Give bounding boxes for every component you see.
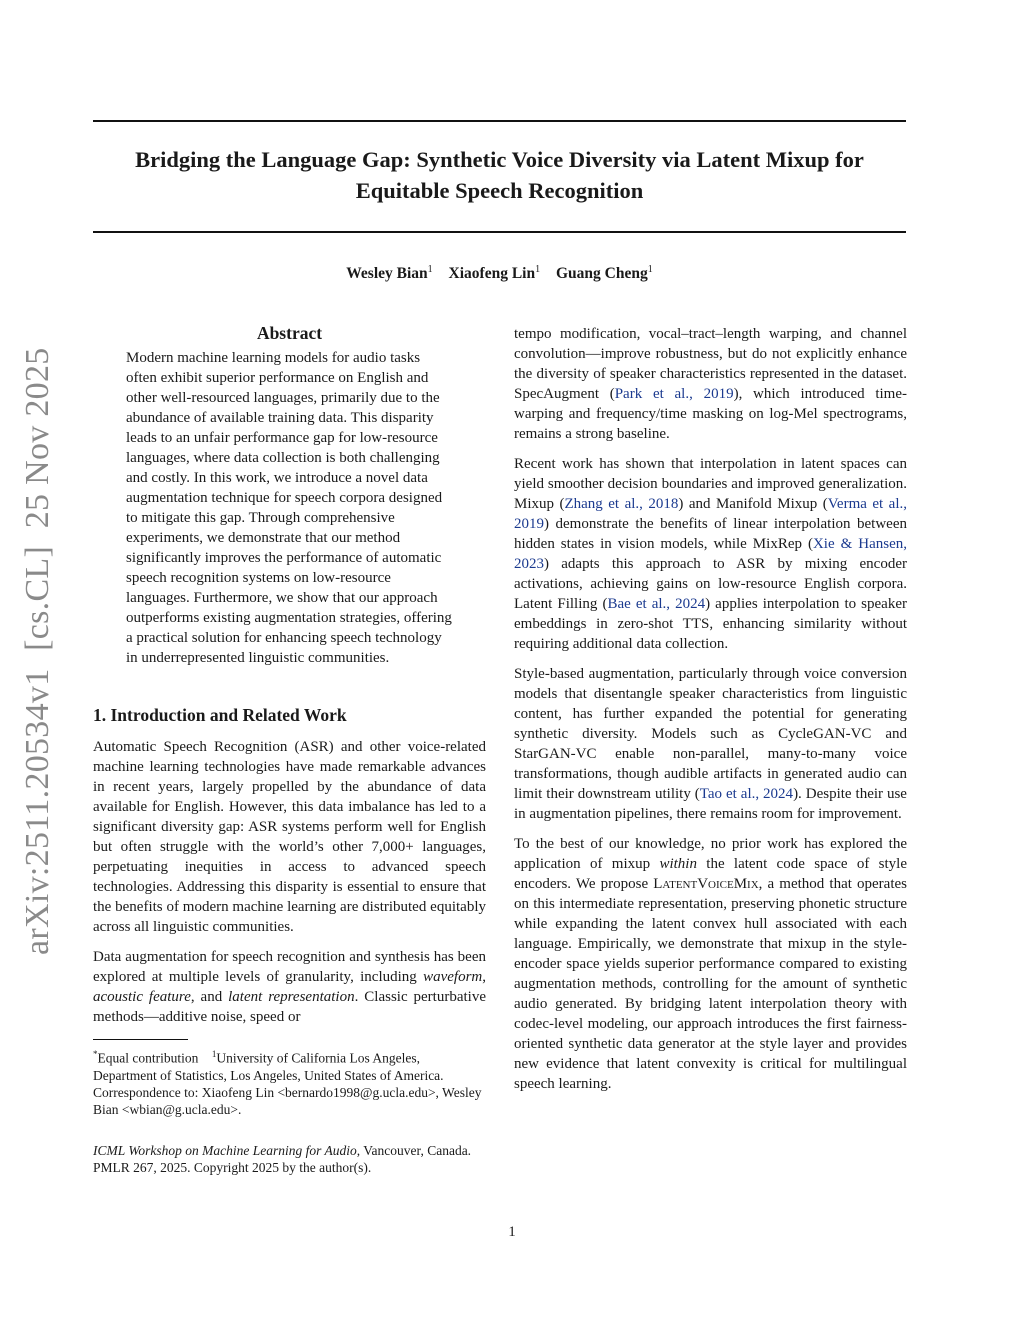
- right-paragraph-4: [514, 834, 907, 1094]
- author-3: [556, 265, 653, 282]
- text-run: Data augmentation for speech recognition and synthesis has been explored at multiple levels of granularity, including: [93, 949, 486, 985]
- citation-link[interactable]: Zhang et al., 2018: [564, 496, 679, 512]
- author-name: Wesley Bian: [346, 265, 428, 283]
- italic-term: within: [659, 856, 697, 872]
- title-rule-top: [93, 120, 906, 122]
- right-paragraph-2: [514, 454, 907, 654]
- intro-paragraph-2: [93, 947, 486, 1027]
- abstract-heading: Abstract: [256, 323, 323, 343]
- venue-name: ICML Workshop on Machine Learning for Audio: [93, 1142, 357, 1158]
- method-name: LatentVoiceMix: [653, 876, 759, 892]
- text-run: ) demonstrate the benefits of linear interpolation between hidden states in vision models, while MixRep (: [514, 516, 907, 552]
- text-run: ) and Manifold Mixup (: [678, 496, 828, 512]
- text-run: ) adapts this approach to ASR by mixing encoder activations, achieving gains on low-resource English corpora. Latent Filling (: [514, 556, 907, 612]
- title-rule-bottom: [93, 231, 906, 233]
- footnote-affiliation-text: University of California Los Angeles, Department of Statistics, Los Angeles, United States of America. Correspondence to: Xiaofeng Lin <bernardo1998@g.ucla.edu>, Wesley Bian <wbian@g.ucla.edu>.: [93, 1050, 482, 1117]
- footnote-mark: 1: [211, 1049, 217, 1059]
- author-name: Guang Cheng: [555, 265, 648, 283]
- citation-link[interactable]: Bae et al., 2024: [607, 596, 706, 612]
- arxiv-identifier-stamp: arXiv:2511.20534v1 [cs.CL] 25 Nov 2025: [19, 347, 56, 955]
- right-paragraph-1: [514, 324, 907, 444]
- author-list: [93, 264, 906, 283]
- right-column: [514, 324, 907, 1104]
- italic-term: latent representation: [228, 989, 355, 1005]
- left-column: [93, 322, 486, 1176]
- venue-note: [93, 1142, 486, 1176]
- footnote-rule: [93, 1039, 188, 1040]
- italic-term: acoustic feature: [93, 989, 191, 1005]
- text-run: the latent code space of style encoders. We propose: [514, 856, 907, 892]
- abstract-text: Modern machine learning models for audio tasks often exhibit superior performance on English and other well-resourced languages, primarily due to the abundance of available training data. This disparity leads to an unfair performance gap for low-resource languages, where data collection is both challenging and costly. In this work, we introduce a novel data augmentation technique for speech corpora designed to mitigate this gap. Through comprehensive experiments, we demonstrate that our method significantly improves the performance of automatic speech recognition systems on low-resource languages. Furthermore, we show that our approach outperforms existing augmentation strategies, offering a practical solution for enhancing speech technology in underrepresented linguistic communities.: [126, 350, 452, 666]
- author-2: [449, 265, 541, 282]
- paper-title: Bridging the Language Gap: Synthetic Voice Diversity via Latent Mixup for Equitable Speech Recognition: [135, 147, 864, 203]
- text-run: ) applies interpolation to speaker embeddings in zero-shot TTS, enhancing similarity without requiring additional data collection.: [514, 596, 907, 652]
- text-run: tempo modification, vocal–tract–length warping, and channel convolution—improve robustness, but do not explicitly enhance the diversity of speaker characteristics represented in the dataset. SpecAugment (: [514, 326, 907, 402]
- intro-paragraph-1: Automatic Speech Recognition (ASR) and other voice-related machine learning technologies have made remarkable advances in recent years, largely propelled by the abundance of data available for English. However, this data imbalance has led to a significant diversity gap: ASR systems perform well for English but often struggle with the world’s other 7,000+ languages, perpetuating inequities in access to advanced speech technologies. Addressing this disparity is essential to ensure that the benefits of modern machine learning are distributed equitably across all linguistic communities.: [93, 739, 486, 935]
- right-paragraph-3: [514, 664, 907, 824]
- citation-link[interactable]: Park et al., 2019: [614, 386, 734, 402]
- author-affiliation-mark: 1: [427, 264, 433, 275]
- author-affiliation-mark: 1: [647, 264, 653, 275]
- text-run: . Classic perturbative methods—additive noise, speed or: [93, 989, 486, 1025]
- section-heading-introduction: 1. Introduction and Related Work: [93, 705, 347, 725]
- text-run: ), which introduced time-warping and frequency/time masking on log-Mel spectrograms, remains a strong baseline.: [514, 386, 907, 442]
- citation-link[interactable]: Xie & Hansen, 2023: [514, 536, 908, 572]
- author-name: Xiaofeng Lin: [448, 265, 536, 283]
- footnote-mark: *: [93, 1049, 98, 1059]
- page-number: 1: [508, 1224, 516, 1240]
- citation-link[interactable]: Tao et al., 2024: [699, 786, 794, 802]
- author-affiliation-mark: 1: [535, 264, 541, 275]
- text-run: ). Despite their use in augmentation pipelines, there remains room for improvement.: [514, 786, 907, 822]
- text-run: To the best of our knowledge, no prior work has explored the application of mixup: [514, 836, 907, 872]
- footnote-affiliations: [93, 1046, 486, 1118]
- citation-link[interactable]: Verma et al., 2019: [514, 496, 907, 532]
- author-1: [346, 265, 432, 282]
- text-run: , a method that operates on this intermediate representation, preserving phonetic structure while expanding the latent convex hull associated with each language. Empirically, we demonstrate that mixup in the style-encoder space yields superior performance compared to existing augmentation methods, controlling for the amount of synthetic audio generated. By bridging latent interpolation theory with codec-level modeling, our approach introduces the first fairness-oriented synthetic data generator at the style layer and provides new evidence that latent convexity is critical for multilingual speech learning.: [514, 876, 907, 1092]
- footnote-equal-contribution: Equal contribution: [97, 1050, 199, 1066]
- text-run: ,: [482, 969, 486, 985]
- venue-details: , Vancouver, Canada. PMLR 267, 2025. Copyright 2025 by the author(s).: [93, 1142, 472, 1175]
- text-run: Style-based augmentation, particularly through voice conversion models that disentangle speaker characteristics from linguistic content, has further expanded the potential for generating synthetic diversity. Models such as CycleGAN-VC and StarGAN-VC enable non-parallel, many-to-many voice transformations, though audible artifacts in generated audio can limit their downstream utility (: [514, 666, 907, 802]
- text-run: , and: [190, 989, 229, 1005]
- text-run: Recent work has shown that interpolation in latent spaces can yield smoother decision boundaries and improved generalization. Mixup (: [514, 456, 907, 512]
- italic-term: waveform: [423, 969, 483, 985]
